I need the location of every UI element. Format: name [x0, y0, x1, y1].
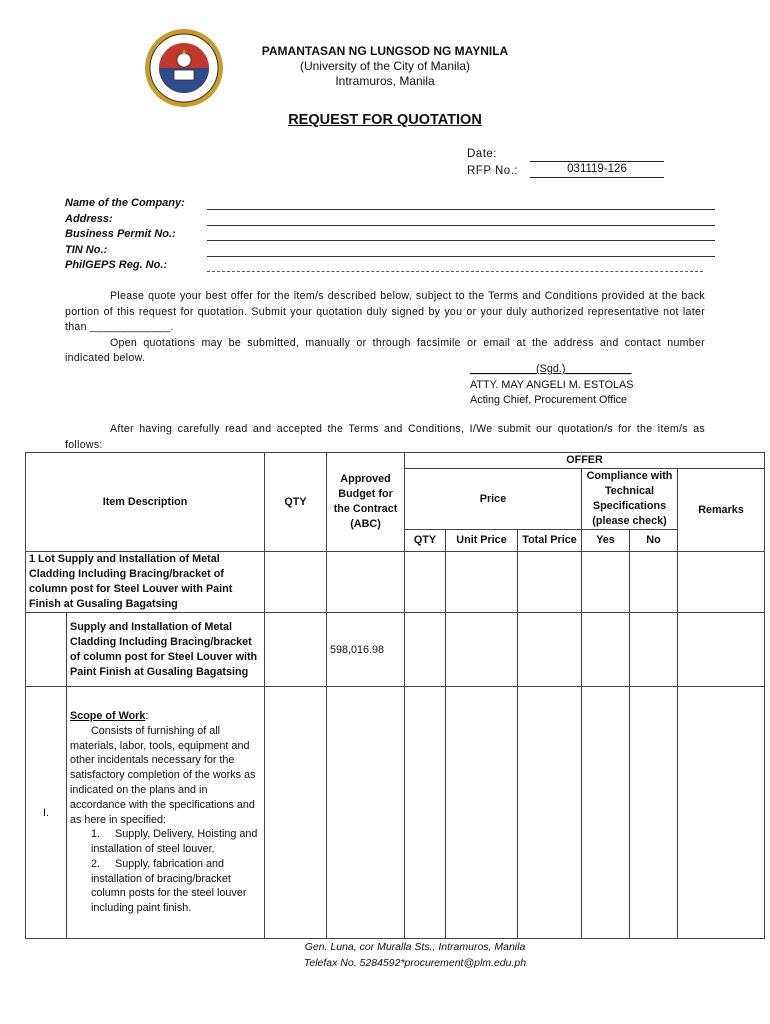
- item-unit-price-cell[interactable]: [446, 613, 518, 687]
- scope-item: 2. Supply, fabrication and installation of bracing/bracket column posts for the steel louver including paint finish.: [91, 857, 247, 915]
- item-remarks-cell[interactable]: [678, 613, 765, 687]
- item-offer-qty-cell[interactable]: [405, 613, 446, 687]
- lot-total-price-cell[interactable]: [518, 552, 582, 613]
- scope-remarks-cell[interactable]: [678, 687, 765, 939]
- scope-of-work: Scope of Work: Consists of furnishing of all materials, labor, tools, equipment and other incidentals necessary for the satisfactory completion of the works as indicated on the plans and in accordance with the specifications and as here in specified: 1. Supply, Delivery, Hoisting and installation of steel louver. 2. Supply, fabrication and installation of bracing/bracket column posts for the steel louver including paint finish.: [67, 687, 265, 939]
- lot-abc-cell: [327, 552, 405, 613]
- signature-line: ___________(Sgd.)___________: [470, 363, 632, 375]
- header-item-description: Item Description: [26, 453, 265, 552]
- signatory-position: Acting Chief, Procurement Office: [470, 394, 628, 406]
- item-yes-cell[interactable]: [582, 613, 630, 687]
- scope-intro: Consists of furnishing of all materials, labor, tools, equipment and other incidentals necessary for the satisfactory completion of the works as indicated on the plans and in accordance with the specifications and as here in specified:: [70, 724, 256, 826]
- signatory-name: ATTY. MAY ANGELI M. ESTOLAS: [470, 378, 634, 391]
- philgeps-field[interactable]: [207, 271, 703, 272]
- header-offer-qty: QTY: [405, 530, 446, 552]
- lot-title: 1 Lot Supply and Installation of Metal Cladding Including Bracing/bracket of column post for Steel Louver with Paint Finish at Gusaling Bagatsing: [26, 552, 265, 613]
- instruction-paragraph-1: Please quote your best offer for the item/s described below, subject to the Terms and Conditions provided at the back portion of this request for quotation. Submit your quotation duly signed by you or your duly authorized representative not later than _____________.: [65, 290, 705, 333]
- university-seal-logo: [144, 28, 224, 108]
- scope-no-cell[interactable]: [630, 687, 678, 939]
- scope-item: 1. Supply, Delivery, Hoisting and installation of steel louver.: [91, 828, 258, 856]
- header-remarks: Remarks: [678, 469, 765, 552]
- quotation-table: [25, 452, 764, 939]
- item-abc: 598,016.98: [327, 613, 405, 687]
- header-unit-price: Unit Price: [446, 530, 518, 552]
- scope-abc-cell: [327, 687, 405, 939]
- rfp-number-label: RFP No.:: [467, 165, 519, 177]
- university-english-name: (University of the City of Manila): [299, 59, 471, 73]
- item-total-price-cell[interactable]: [518, 613, 582, 687]
- header-price: Price: [405, 469, 582, 530]
- lot-remarks-cell[interactable]: [678, 552, 765, 613]
- item-qty-cell: [265, 613, 327, 687]
- scope-offer-qty-cell[interactable]: [405, 687, 446, 939]
- company-name-label: Name of the Company:: [65, 197, 185, 209]
- scope-heading: Scope of Work: [70, 709, 146, 722]
- item-no-cell[interactable]: [630, 613, 678, 687]
- scope-yes-cell[interactable]: [582, 687, 630, 939]
- acceptance-text: [65, 422, 705, 453]
- philgeps-label: PhilGEPS Reg. No.:: [65, 259, 168, 271]
- date-field[interactable]: [530, 161, 664, 162]
- company-name-field[interactable]: [207, 209, 715, 210]
- tin-label: TIN No.:: [65, 243, 108, 256]
- signatory-block: [470, 362, 690, 409]
- scope-unit-price-cell[interactable]: [446, 687, 518, 939]
- address-label: Address:: [65, 212, 113, 225]
- item-number-cell-top: [26, 613, 67, 687]
- lot-qty-cell: [265, 552, 327, 613]
- header-compliance: Compliance with Technical Specifications (please check): [582, 469, 678, 530]
- header-qty: QTY: [265, 453, 327, 552]
- university-name: PAMANTASAN NG LUNGSOD NG MAYNILA: [261, 44, 509, 58]
- company-details-form: [65, 197, 715, 275]
- page-title: REQUEST FOR QUOTATION: [288, 112, 482, 128]
- lot-no-cell[interactable]: [630, 552, 678, 613]
- business-permit-label: Business Permit No.:: [65, 228, 176, 240]
- lot-yes-cell[interactable]: [582, 552, 630, 613]
- item-number: I.: [26, 687, 67, 939]
- header-no: No: [630, 530, 678, 552]
- scope-total-price-cell[interactable]: [518, 687, 582, 939]
- footer-address: Gen. Luna, cor Muralla Sts., Intramuros, Manila: [304, 941, 526, 953]
- header-total-price: Total Price: [518, 530, 582, 552]
- lot-offer-qty-cell[interactable]: [405, 552, 446, 613]
- date-label: Date:: [467, 148, 497, 160]
- header-abc: Approved Budget for the Contract (ABC): [327, 453, 405, 552]
- footer-contact: Telefax No. 5284592*procurement@plm.edu.ph: [303, 957, 527, 969]
- header-offer: OFFER: [405, 453, 765, 469]
- business-permit-field[interactable]: [207, 240, 715, 241]
- address-field[interactable]: [207, 225, 715, 226]
- scope-qty-cell: [265, 687, 327, 939]
- lot-unit-price-cell[interactable]: [446, 552, 518, 613]
- acceptance-paragraph: After having carefully read and accepted the Terms and Conditions, I/We submit our quotation/s for the item/s as follows:: [65, 423, 705, 451]
- item-title: Supply and Installation of Metal Cladding Including Bracing/bracket of column post for Steel Louver with Paint Finish at Gusaling Bagatsing: [67, 613, 265, 687]
- university-header: [220, 44, 550, 89]
- page-footer: [0, 939, 770, 971]
- rfp-number-value: 031119-126: [530, 163, 664, 178]
- header-yes: Yes: [582, 530, 630, 552]
- tin-field[interactable]: [207, 256, 715, 257]
- instructions-text: [65, 289, 705, 367]
- instruction-paragraph-2: Open quotations may be submitted, manually or through facsimile or email at the address and contact number indicated below.: [65, 336, 705, 364]
- university-location: Intramuros, Manila: [335, 74, 435, 88]
